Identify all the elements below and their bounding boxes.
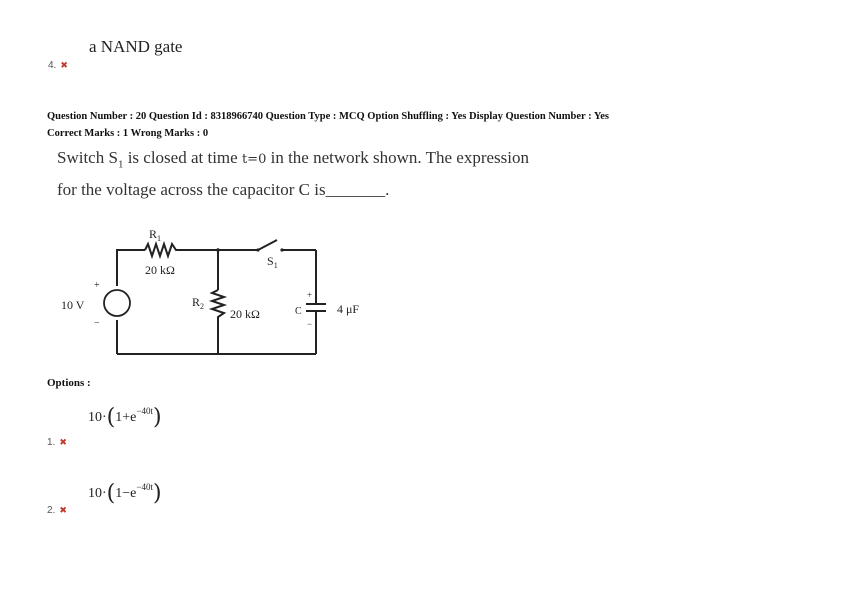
option-1-formula[interactable]: $10\cdot(1+e^{-40t})$: [88, 405, 162, 430]
source-minus: −: [94, 318, 100, 329]
question-stem-line1: Switch $S_1$ is closed at time t=0 in the network shown. The expression: [57, 148, 530, 171]
wrong-mark-icon: ✖: [59, 506, 67, 516]
s1-label: $S_1$: [267, 254, 278, 270]
question-stem-line2: for the voltage across the capacitor C is_______.: [57, 180, 390, 199]
prev-option-text: a NAND gate: [89, 37, 183, 56]
source-value: 10 V: [61, 298, 85, 312]
capacitor-value: 4 μF: [337, 302, 360, 316]
option-2-number: 2. ✖: [47, 505, 67, 516]
options-label: Options :: [47, 377, 91, 389]
wrong-mark-icon: ✖: [60, 61, 68, 71]
r1-value: 20 kΩ: [145, 263, 175, 277]
question-meta-line2: Correct Marks : 1 Wrong Marks : 0: [47, 128, 209, 139]
voltage-source: [104, 290, 130, 316]
capacitor-minus: −: [307, 319, 313, 329]
resistor-r1: [145, 244, 180, 256]
r2-label: $R_2$: [192, 295, 205, 311]
source-plus: +: [94, 280, 100, 291]
switch-s1: [258, 240, 277, 250]
r2-value: 20 kΩ: [230, 307, 260, 321]
option-2-formula[interactable]: $10\cdot(1-e^{-40t})$: [88, 481, 162, 506]
resistor-r2: [212, 290, 224, 322]
wrong-mark-icon: ✖: [59, 438, 67, 448]
question-meta-line1: Question Number : 20 Question Id : 8318966740 Question Type : MCQ Option Shuffling : Yes Display Question Number : Yes: [47, 111, 610, 122]
capacitor-plus: +: [307, 290, 313, 300]
r1-label: $R_1$: [149, 227, 162, 243]
capacitor-label: C: [295, 306, 302, 317]
option-number: 4.: [48, 60, 57, 71]
option-1-number: 1. ✖: [47, 437, 67, 448]
